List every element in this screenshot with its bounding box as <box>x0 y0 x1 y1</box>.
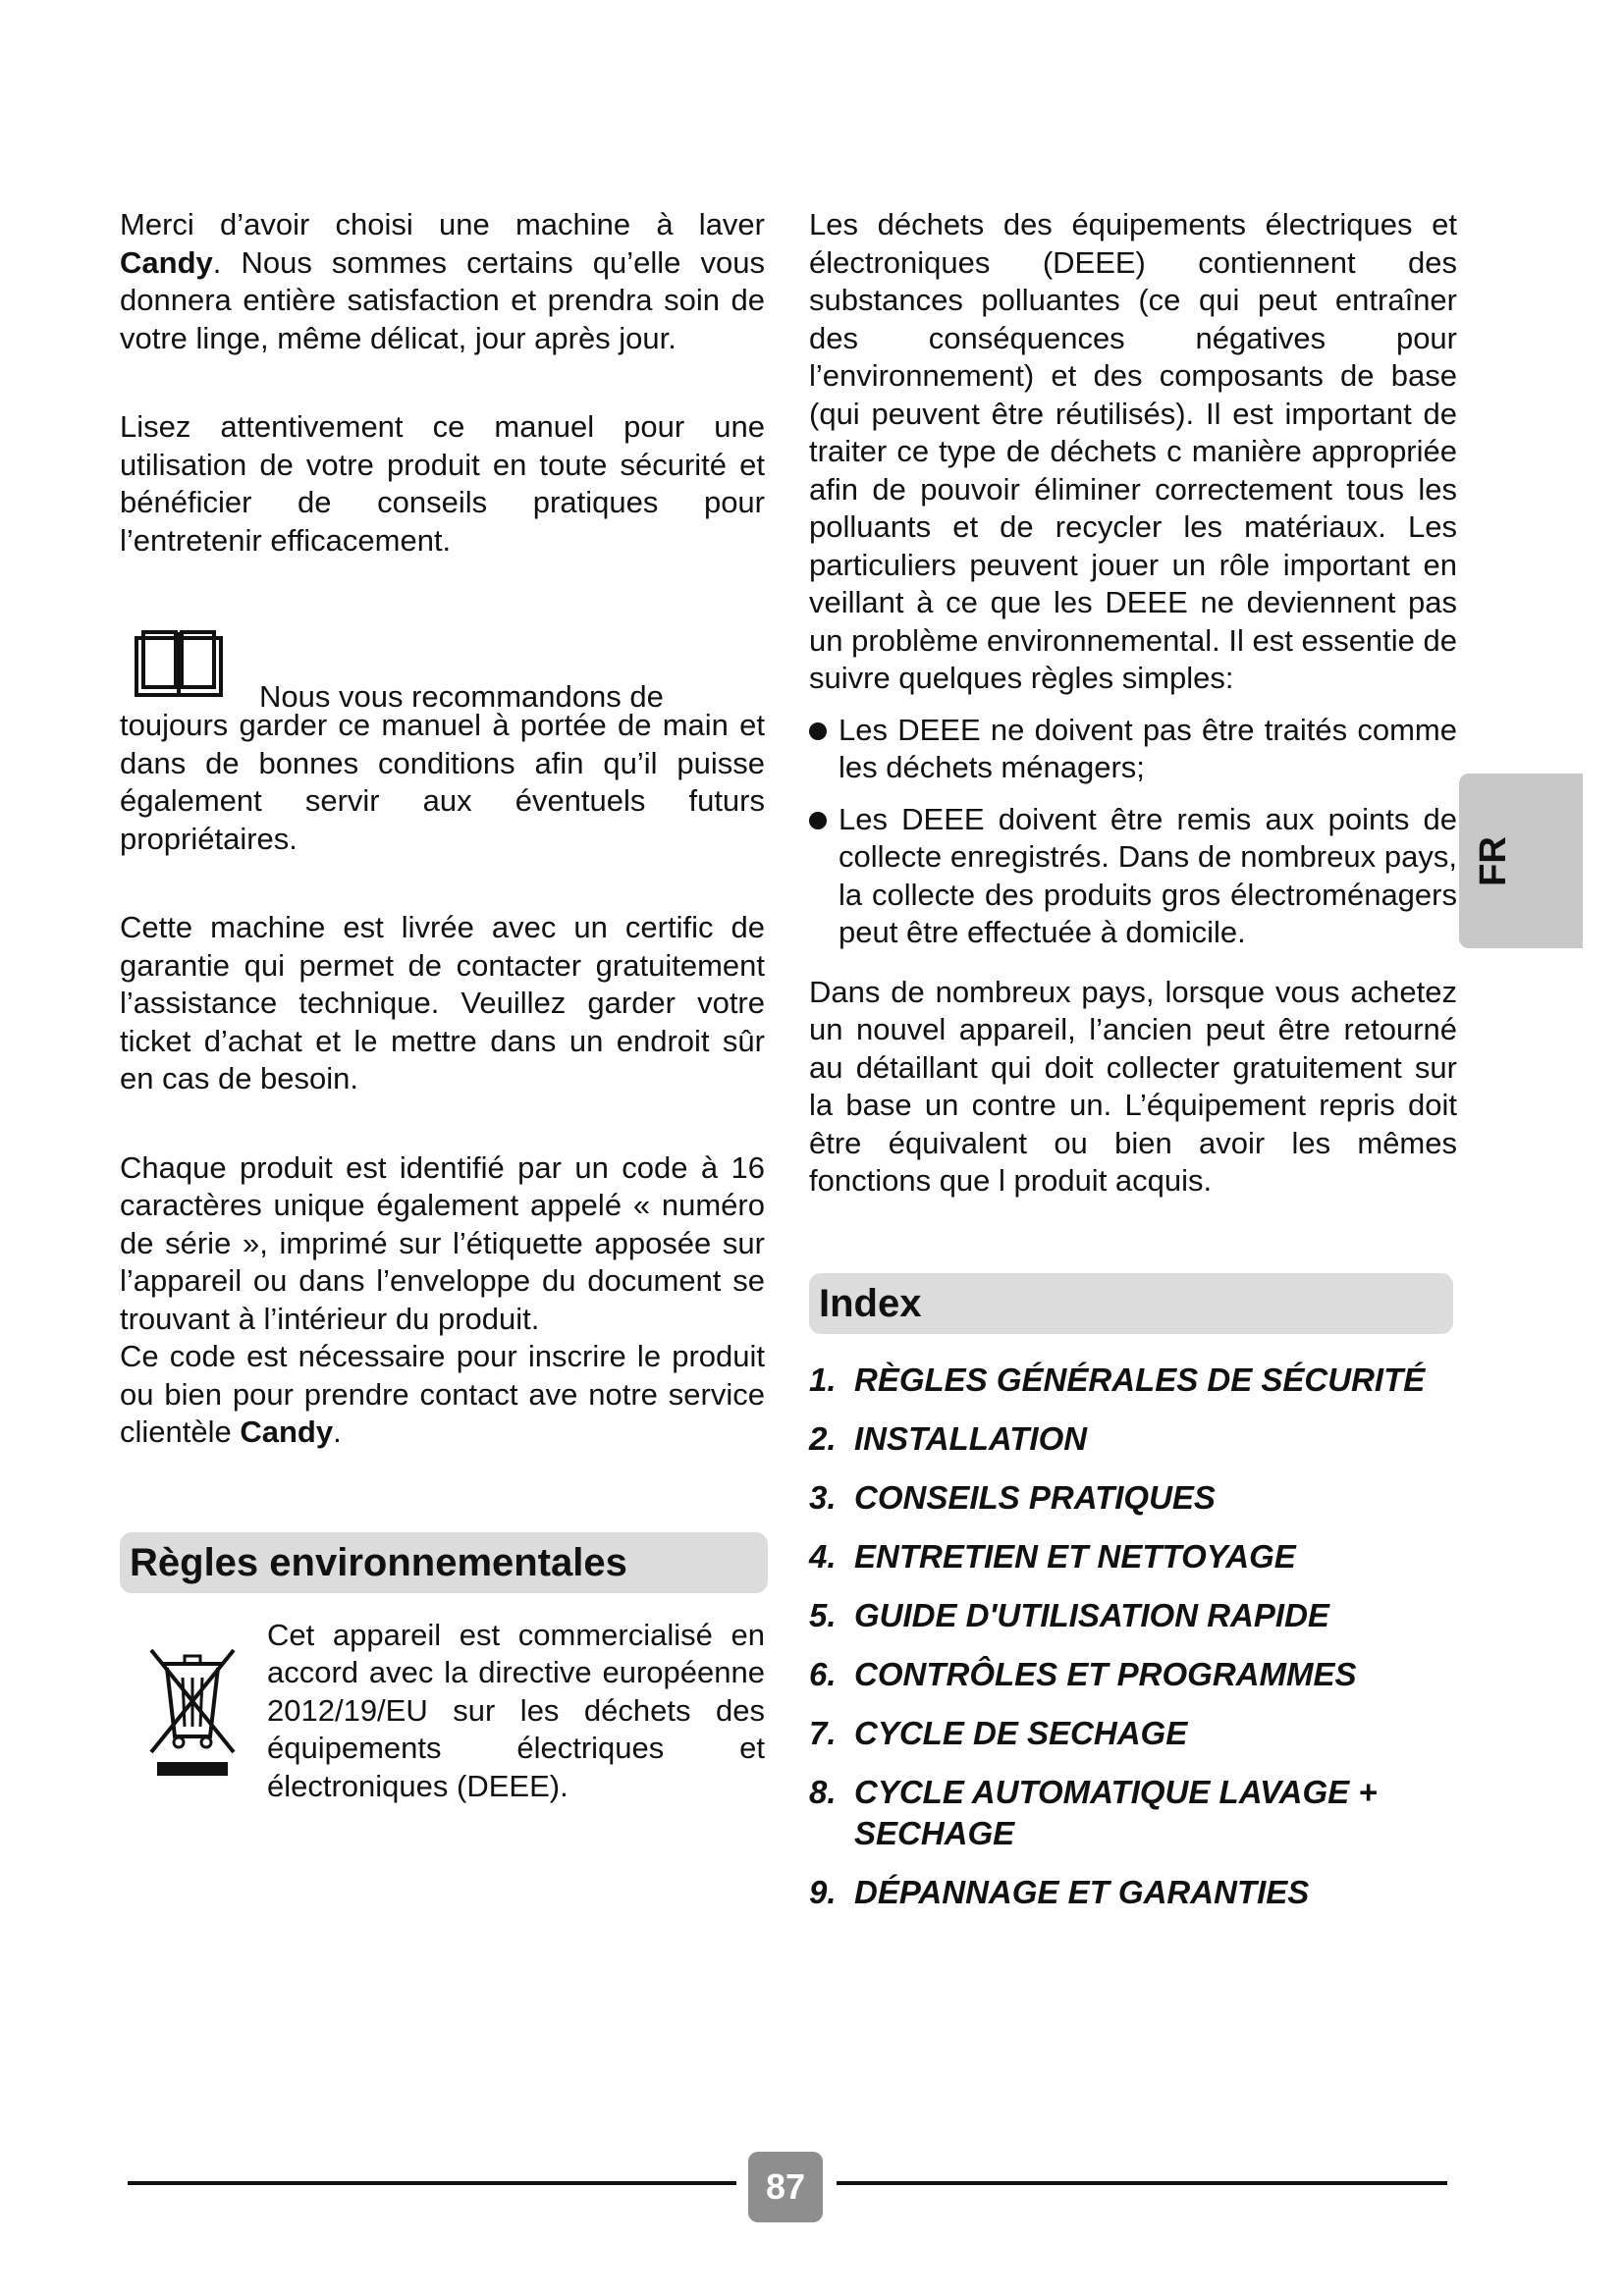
language-tab <box>1459 774 1583 948</box>
book-icon <box>134 624 224 699</box>
read-manual-paragraph: Lisez attentivement ce manuel pour une utilisation de votre produit en toute sécurité et bénéficier de conseils pratiques pour l’entretenir efficacement. <box>120 409 765 558</box>
deee-intro-paragraph: Les déchets des équipements électriques et électroniques (DEEE) contiennent des substances polluantes (ce qui peut entraîner des conséquences négatives pour l’environnement) et des composants de base (qui peuvent être réutilisés). Il est important de traiter ce type de déchets c manière appropriée afin de pouvoir éliminer correctement tous les polluants et de recycler les matériaux. Les particuliers peuvent jouer un rôle important en veillant à ce que les DEEE ne deviennent pas un problème environnemental. Il est essentie de suivre quelques règles simples: <box>809 207 1458 695</box>
right-column <box>809 206 1457 1931</box>
index-item[interactable]: 1. RÈGLES GÉNÉRALES DE SÉCURITÉ <box>809 1361 1426 1398</box>
manual-note-text: toujours garder ce manuel à portée de main et dans de bonnes conditions afin qu’il puisse également servir aux éventuels futurs propriétaires. <box>120 708 765 856</box>
footer-rule-right <box>837 2181 1447 2185</box>
footer-rule-left <box>128 2181 736 2185</box>
manual-note <box>120 624 765 858</box>
index-item[interactable]: 7. CYCLE DE SECHAGE <box>809 1714 1188 1751</box>
language-tab-label: FR <box>1472 835 1514 886</box>
index-item[interactable]: 8. CYCLE AUTOMATIQUE LAVAGE + SECHAGE <box>809 1773 1378 1851</box>
serial-paragraph: Chaque produit est identifié par un code à 16 caractères unique également appelé « numéro de série », imprimé sur l’étiquette apposée sur l’appareil ou dans l’enveloppe du document se trouvant à l’intérieur du produit. <box>120 1149 765 1336</box>
index-item[interactable]: 4. ENTRETIEN ET NETTOYAGE <box>809 1537 1296 1575</box>
service-paragraph: Ce code est nécessaire pour inscrire le produit ou bien pour prendre contact ave notre service clientèle Candy. <box>120 1339 765 1449</box>
index-section-title: Index <box>809 1273 1453 1334</box>
brand-name: Candy <box>120 244 213 280</box>
page-number: 87 <box>748 2152 823 2222</box>
crossed-bin-icon <box>145 1634 240 1780</box>
index-item[interactable]: 5. GUIDE D'UTILISATION RAPIDE <box>809 1596 1329 1633</box>
env-section-title: Règles environnementales <box>120 1532 768 1593</box>
index-item[interactable]: 9. DÉPANNAGE ET GARANTIES <box>809 1873 1310 1910</box>
intro-paragraph: Merci d’avoir choisi une machine à laver Candy. Nous sommes certains qu’elle vous donnera entière satisfaction et prendra soin de votre linge, même délicat, jour après jour. <box>120 207 765 355</box>
serial-section <box>120 1149 765 1452</box>
return-policy-paragraph: Dans de nombreux pays, lorsque vous achetez un nouvel appareil, l’ancien peut être retourné au détaillant qui doit collecter gratuitement sur la base un contre un. L’équipement repris doit être équivalent ou bien avoir les mêmes fonctions que l produit acquis. <box>809 974 1457 1198</box>
brand-name: Candy <box>240 1415 334 1449</box>
manual-note-lead: Nous vous recommandons de <box>259 679 664 714</box>
index-list <box>809 1360 1457 1913</box>
left-column <box>120 206 765 1813</box>
warranty-paragraph: Cette machine est livrée avec un certific de garantie qui permet de contacter gratuitement l’assistance technique. Veuillez garder votre ticket d’achat et le mettre dans un endroit sûr en cas de besoin. <box>120 910 765 1095</box>
index-item[interactable]: 6. CONTRÔLES ET PROGRAMMES <box>809 1655 1357 1692</box>
env-block <box>120 1617 765 1813</box>
deee-rule-1: Les DEEE ne doivent pas être traités comme les déchets ménagers; <box>809 712 1457 787</box>
index-item[interactable]: 2. INSTALLATION <box>809 1419 1088 1457</box>
index-item[interactable]: 3. CONSEILS PRATIQUES <box>809 1478 1216 1516</box>
env-directive-text: Cet appareil est commercialisé en accord avec la directive européenne 2012/19/EU sur les déchets des équipements électriques et électroniques (DEEE). <box>267 1617 765 1803</box>
deee-rule-2: Les DEEE doivent être remis aux points de collecte enregistrés. Dans de nombreux pays, la collecte des produits gros électroménagers peut être effectuée à domicile. <box>809 801 1457 952</box>
